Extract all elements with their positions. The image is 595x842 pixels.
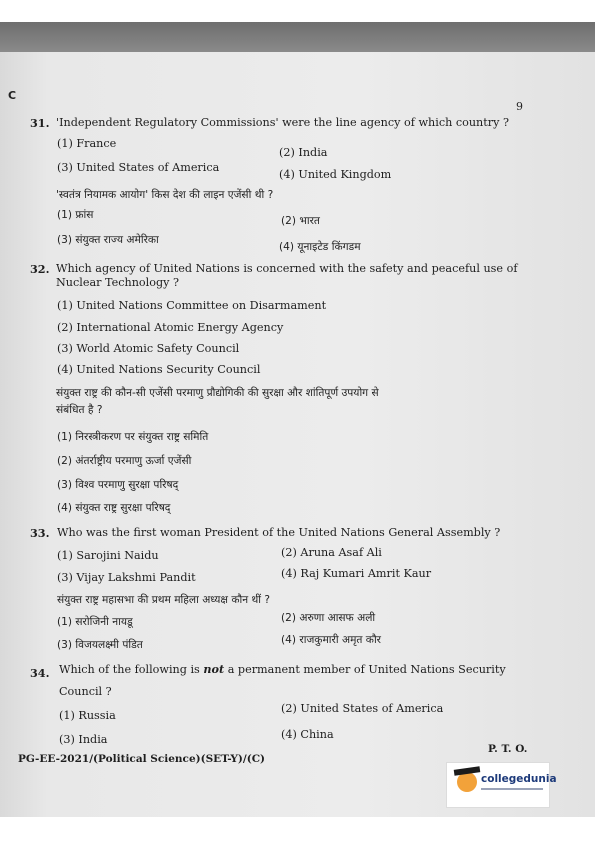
option-en: (3) Vijay Lakshmi Pandit bbox=[57, 571, 196, 584]
option-en: (4) United Nations Security Council bbox=[57, 363, 261, 376]
question-text-hi: संयुक्त राष्ट्र महासभा की प्रथम महिला अध्यक्ष कौन थीं ? bbox=[57, 594, 271, 606]
question-number: 33. bbox=[30, 526, 50, 540]
question-text-hi: संयुक्त राष्ट्र की कौन-सी एजेंसी परमाणु प्रौद्योगिकी की सुरक्षा और शांतिपूर्ण उपयोग से bbox=[56, 387, 379, 399]
option-en: (1) United Nations Committee on Disarmament bbox=[57, 299, 327, 312]
option-en: (2) United States of America bbox=[281, 702, 444, 715]
question-text-hi: 'स्वतंत्र नियामक आयोग' किस देश की लाइन एजेंसी थी ? bbox=[56, 189, 274, 201]
option-en: (2) India bbox=[279, 146, 328, 159]
option-hi: (4) यूनाइटेड किंगडम bbox=[279, 241, 361, 253]
page-number: 9 bbox=[516, 100, 523, 113]
option-hi: (1) निरस्त्रीकरण पर संयुक्त राष्ट्र समिति bbox=[57, 431, 209, 443]
option-en: (1) France bbox=[57, 137, 117, 150]
question-text-en: Which agency of United Nations is concerned with the safety and peaceful use of bbox=[56, 262, 518, 275]
option-en: (1) Sarojini Naidu bbox=[57, 549, 159, 562]
pto-label: P. T. O. bbox=[488, 743, 528, 755]
corner-mark: C bbox=[8, 89, 17, 102]
option-hi: (3) विजयलक्ष्मी पंडित bbox=[57, 639, 143, 651]
option-hi: (2) अंतर्राष्ट्रीय परमाणु ऊर्जा एजेंसी bbox=[57, 455, 192, 467]
option-en: (3) World Atomic Safety Council bbox=[57, 342, 240, 355]
option-hi: (3) संयुक्त राज्य अमेरिका bbox=[57, 234, 159, 246]
question-text-en bbox=[59, 662, 506, 676]
option-hi: (3) विश्व परमाणु सुरक्षा परिषद् bbox=[57, 479, 179, 491]
option-hi: (1) फ्रांस bbox=[57, 209, 94, 221]
option-hi: (1) सरोजिनी नायडू bbox=[57, 616, 133, 628]
option-en: (2) Aruna Asaf Ali bbox=[281, 546, 382, 559]
question-text-en: Nuclear Technology ? bbox=[56, 276, 180, 289]
question-text-en: 'Independent Regulatory Commissions' were the line agency of which country ? bbox=[56, 116, 509, 129]
question-text-en-pre: Which of the following is bbox=[59, 663, 200, 676]
collegedunia-logo bbox=[446, 762, 557, 808]
question-number: 34. bbox=[30, 666, 50, 680]
option-hi: (2) अरुणा आसफ अली bbox=[281, 612, 376, 624]
option-hi: (4) संयुक्त राष्ट्र सुरक्षा परिषद् bbox=[57, 502, 171, 514]
paper-code: PG-EE-2021/(Political Science)(SET-Y)/(C) bbox=[18, 753, 266, 765]
option-en: (4) United Kingdom bbox=[279, 168, 392, 181]
graduation-cap-icon bbox=[457, 772, 477, 792]
option-hi: (4) राजकुमारी अमृत कौर bbox=[281, 634, 382, 646]
question-text-en-post: a permanent member of United Nations Security bbox=[227, 663, 506, 676]
question-number: 32. bbox=[30, 262, 50, 276]
question-text-en: Who was the first woman President of the United Nations General Assembly ? bbox=[57, 526, 501, 539]
question-number: 31. bbox=[30, 116, 50, 130]
option-en: (2) International Atomic Energy Agency bbox=[57, 321, 284, 334]
question-text-hi: संबंधित है ? bbox=[56, 404, 103, 416]
question-text-en: Council ? bbox=[59, 685, 112, 698]
option-en: (3) India bbox=[59, 733, 108, 746]
logo-brand-text: collegedunia bbox=[481, 773, 557, 785]
option-en: (1) Russia bbox=[59, 709, 116, 722]
option-en: (3) United States of America bbox=[57, 161, 220, 174]
logo-tagline-bar bbox=[481, 788, 543, 790]
emphasis-not: not bbox=[203, 662, 225, 676]
option-en: (4) Raj Kumari Amrit Kaur bbox=[281, 567, 432, 580]
option-hi: (2) भारत bbox=[281, 215, 320, 227]
option-en: (4) China bbox=[281, 728, 334, 741]
